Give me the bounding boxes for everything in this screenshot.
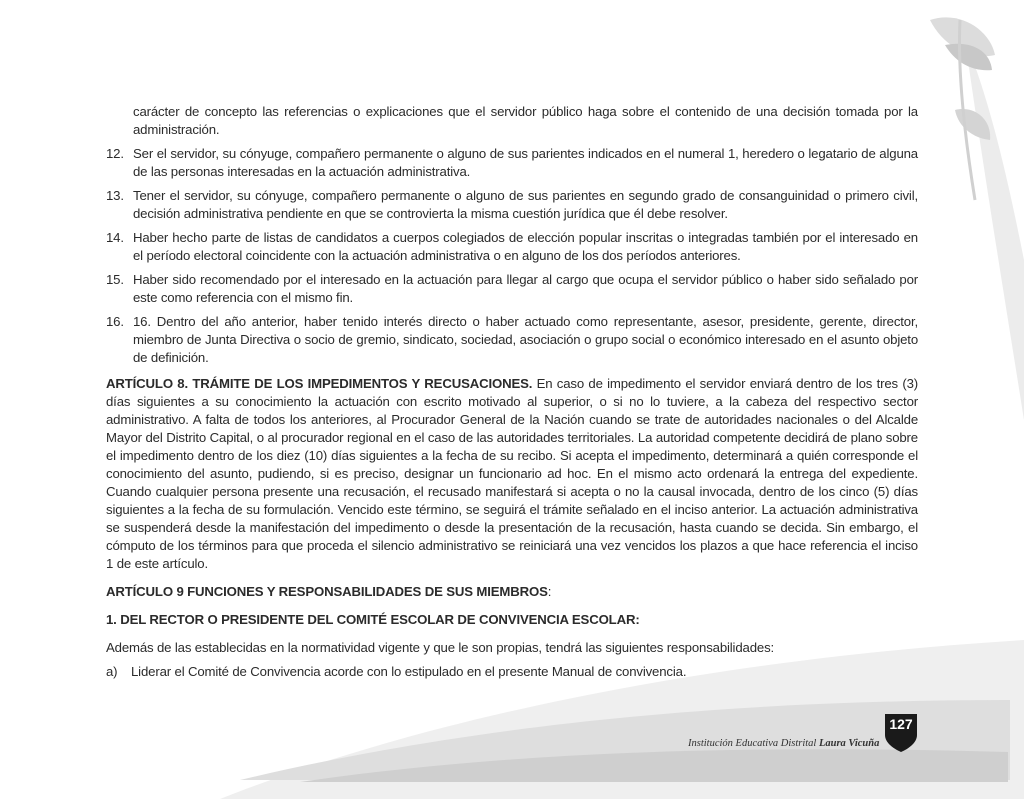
page-number: 127 xyxy=(889,716,913,732)
list-item xyxy=(106,187,918,223)
article-8-paragraph xyxy=(106,375,918,573)
document-body xyxy=(106,103,918,681)
footer-institution-name: Laura Vicuña xyxy=(818,738,880,749)
numbered-list xyxy=(106,145,918,367)
lettered-item-letter: a) xyxy=(106,664,118,679)
lettered-item-text: Liderar el Comité de Convivencia acorde con lo estipulado en el presente Manual de convivencia. xyxy=(131,664,687,679)
list-item xyxy=(106,313,918,367)
article-8-body: En caso de impedimento el servidor enviará dentro de los tres (3) días siguientes a su conocimiento la actuación con escrito motivado al superior, o si no lo tuviere, a la cabeza del respectivo sector administrativo. A falta de todos los anteriores, al Procurador General de la Nación cuando se trate de autoridades nacionales o del Alcalde Mayor del Distrito Capital, o al procurador regional en el caso de las autoridades territoriales. La autoridad competente decidirá de plano sobre el impedimento dentro de los diez (10) días siguientes a la fecha de su recibo. Si acepta el impedimento, determinará a quién corresponde el conocimiento del asunto, pudiendo, si es preciso, designar un funcionario ad hoc. En el mismo acto ordenará la entrega del expediente. Cuando cualquier persona presente una recusación, el recusado manifestará si acepta o no la causal invocada, dentro de los cinco (5) días siguientes a la fecha de su formulación. Vencido este término, se seguirá el trámite señalado en el inciso anterior. La actuación administrativa se suspenderá desde la manifestación del impedimento o desde la presentación de la recusación, hasta cuando se decida. Sin embargo, el cómputo de los términos para que proceda el silencio administrativo se reiniciará una vez vencidos los plazos a que hace referencia el inciso 1 de este artículo. xyxy=(106,376,918,571)
list-item-text: Haber sido recomendado por el interesado en la actuación para llegar al cargo que ocupa el servidor público o haber sido señalado por este como referencia con el mismo fin. xyxy=(133,272,918,305)
list-item xyxy=(106,145,918,181)
article-9-title: ARTÍCULO 9 FUNCIONES Y RESPONSABILIDADES DE SUS MIEMBROS xyxy=(106,584,548,599)
article-8-title: ARTÍCULO 8. TRÁMITE DE LOS IMPEDIMENTOS Y RECUSACIONES. xyxy=(106,376,533,391)
list-item-text: Haber hecho parte de listas de candidatos a cuerpos colegiados de elección popular inscritas o integradas también por el interesado en el período electoral coincidente con la actuación administrativa o en alguno de los dos períodos anteriores. xyxy=(133,230,918,263)
list-item-text: 16. Dentro del año anterior, haber tenido interés directo o haber actuado como representante, asesor, presidente, gerente, director, miembro de Junta Directiva o socio de gremio, sindicato, sociedad, asociación o grupo social o económico interesado en el asunto objeto de definición. xyxy=(133,314,918,365)
list-item-number: 13. xyxy=(106,188,124,203)
list-item xyxy=(106,271,918,307)
footer-institution-label: Institución Educativa Distrital xyxy=(688,738,819,749)
right-curve-decoration xyxy=(965,40,1024,420)
list-item-number: 15. xyxy=(106,272,124,287)
list-item-text: Ser el servidor, su cónyuge, compañero permanente o alguno de sus parientes indicados en el numeral 1, heredero o legatario de alguna de las personas interesadas en la actuación administrativa. xyxy=(133,146,918,179)
article-9-suffix: : xyxy=(547,584,552,599)
lettered-item xyxy=(106,663,918,681)
list-item-number: 14. xyxy=(106,230,124,245)
section-1-heading: 1. DEL RECTOR O PRESIDENTE DEL COMITÉ ESCOLAR DE CONVIVENCIA ESCOLAR: xyxy=(106,612,640,627)
continuation-paragraph: carácter de concepto las referencias o explicaciones que el servidor público haga sobre el contenido de una decisión tomada por la administración. xyxy=(133,104,918,137)
article-9-heading xyxy=(106,583,918,601)
list-item-number: 16. xyxy=(106,314,124,329)
intro-paragraph: Además de las establecidas en la normatividad vigente y que le son propias, tendrá las siguientes responsabilidades: xyxy=(106,640,775,655)
list-item xyxy=(106,229,918,265)
list-item-number: 12. xyxy=(106,146,124,161)
list-item-text: Tener el servidor, su cónyuge, compañero permanente o alguno de sus parientes en segundo grado de consanguinidad o primero civil, decisión administrativa pendiente en que se controvierta la misma cuestión jurídica que él debe resolver. xyxy=(133,188,918,221)
